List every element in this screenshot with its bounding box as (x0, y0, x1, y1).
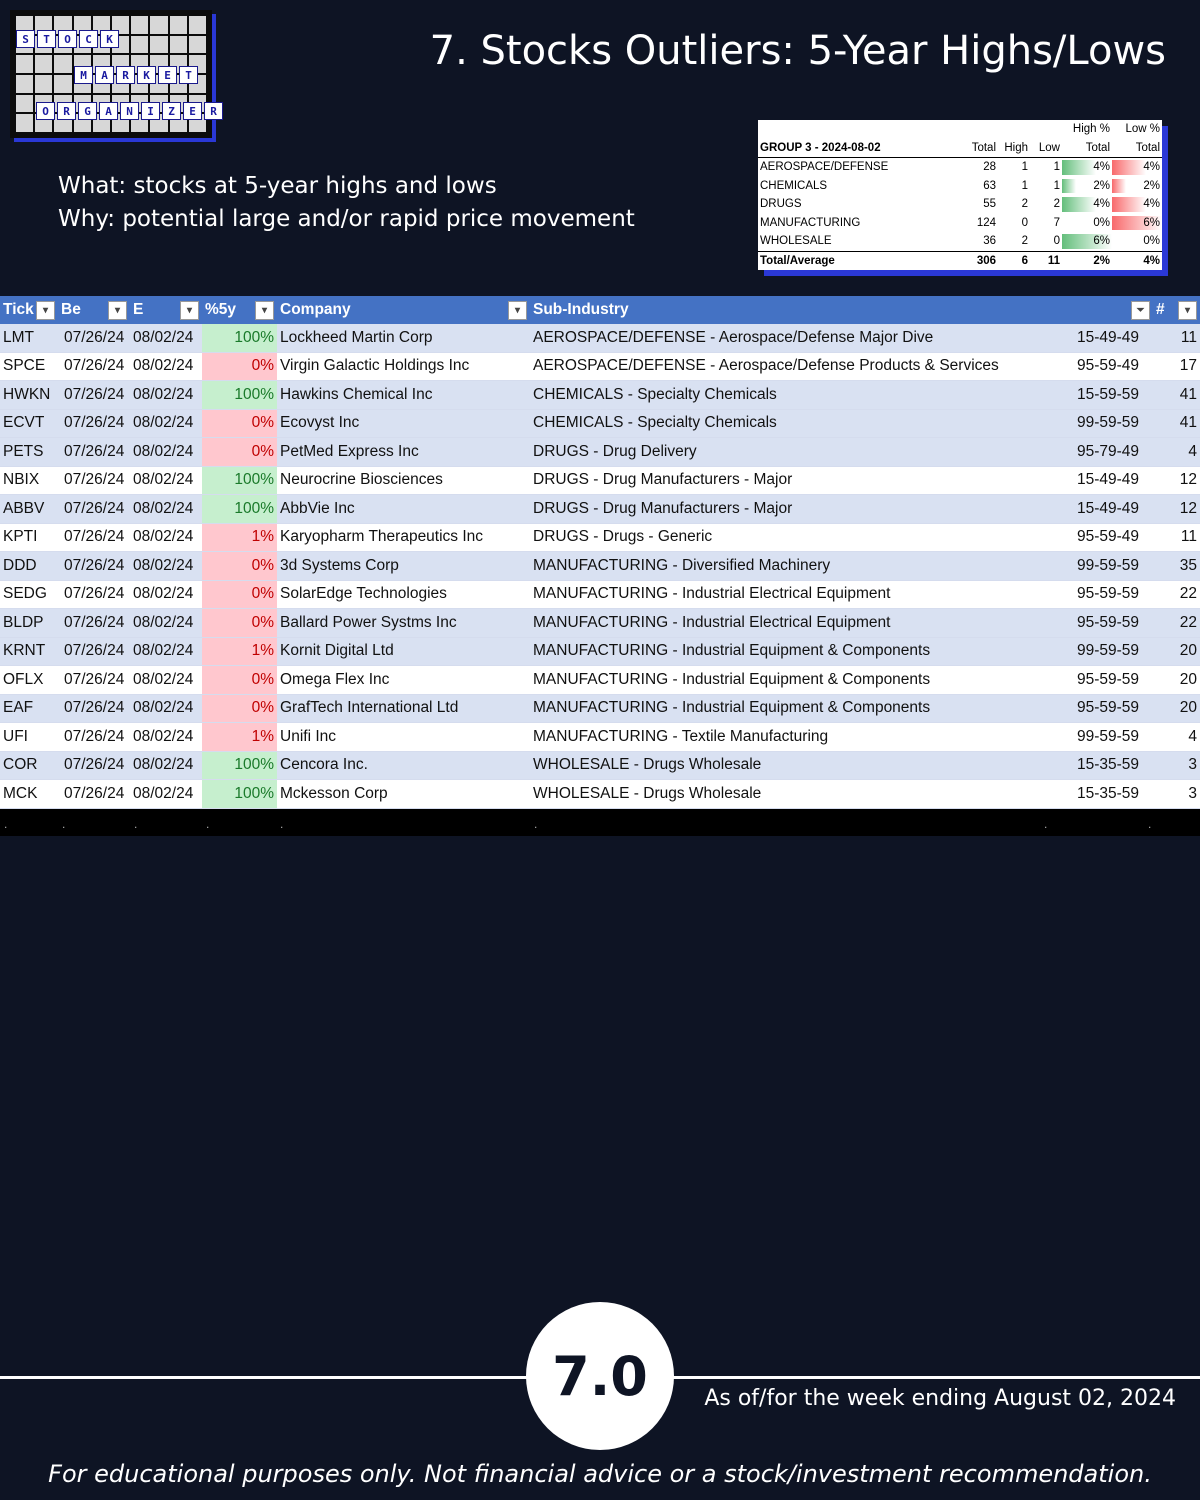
summary-col-low: Low (1038, 141, 1060, 154)
col-rating-header[interactable] (1065, 296, 1153, 324)
summary-high: 1 (1021, 161, 1028, 173)
cell-sub: MANUFACTURING - Industrial Equipment & Components (530, 666, 1065, 695)
summary-total: 36 (983, 235, 996, 247)
table-row[interactable] (0, 609, 1200, 638)
summary-total: 124 (976, 216, 996, 229)
summary-low-pct (1112, 177, 1162, 196)
logo-tile (54, 55, 71, 73)
high-pct-databar (1062, 179, 1076, 194)
logo-tile (189, 36, 206, 54)
low-pct-databar (1112, 179, 1126, 194)
as-of-date: As of/for the week ending August 02, 2024 (704, 1386, 1176, 1411)
summary-row (758, 158, 1162, 177)
cell-ticker: NBIX (0, 466, 58, 495)
summary-high-pct-value: 4% (1093, 198, 1110, 210)
logo-letter: R (116, 66, 135, 84)
cell-pct: 0% (202, 552, 277, 581)
summary-low-pct (1112, 214, 1162, 233)
cell-pct: 0% (202, 352, 277, 381)
summary-low-pct (1112, 158, 1162, 177)
cell-end: 08/02/24 (130, 324, 202, 352)
cell-sub: DRUGS - Drug Manufacturers - Major (530, 466, 1065, 495)
col-count-header[interactable] (1153, 296, 1200, 324)
summary-group-label: GROUP 3 - 2024-08-02 (760, 141, 881, 154)
cell-sub: DRUGS - Drug Delivery (530, 438, 1065, 467)
logo-tile (170, 16, 187, 34)
filter-icon[interactable]: ⏷ (1131, 301, 1150, 320)
high-pct-databar (1062, 160, 1096, 175)
cell-company: Omega Flex Inc (277, 666, 530, 695)
logo-letter: T (179, 66, 198, 84)
cell-end: 08/02/24 (130, 780, 202, 809)
summary-col-high: High (1004, 141, 1028, 154)
cell-begin: 07/26/24 (58, 466, 130, 495)
cell-count: 17 (1153, 352, 1200, 381)
summary-low: 7 (1053, 216, 1060, 229)
summary-low-pct-value: 4% (1143, 198, 1160, 210)
cell-ticker: KPTI (0, 523, 58, 552)
table-row[interactable] (0, 523, 1200, 552)
cell-begin: 07/26/24 (58, 723, 130, 752)
cell-company: AbbVie Inc (277, 495, 530, 524)
cell-ticker: SPCE (0, 352, 58, 381)
table-row[interactable] (0, 324, 1200, 352)
why-text: Why: potential large and/or rapid price movement (58, 206, 635, 232)
cell-company: Karyopharm Therapeutics Inc (277, 523, 530, 552)
cell-ticker: BLDP (0, 609, 58, 638)
cell-rating: 95-59-49 (1065, 352, 1153, 381)
cell-end: 08/02/24 (130, 552, 202, 581)
summary-low: 1 (1053, 179, 1060, 192)
cell-pct: 100% (202, 780, 277, 809)
logo-tile (189, 16, 206, 34)
table-row[interactable] (0, 751, 1200, 780)
cell-company: Lockheed Martin Corp (277, 324, 530, 352)
logo-letter: T (37, 30, 56, 48)
cell-pct: 0% (202, 580, 277, 609)
table-bottom-bar: . . . . . . . . (0, 809, 1200, 836)
col-end-header[interactable] (130, 296, 202, 324)
cell-begin: 07/26/24 (58, 409, 130, 438)
cell-begin: 07/26/24 (58, 666, 130, 695)
logo (10, 10, 217, 138)
cell-end: 08/02/24 (130, 580, 202, 609)
cell-end: 08/02/24 (130, 723, 202, 752)
summary-total-low: 11 (1030, 251, 1062, 270)
cell-sub: DRUGS - Drug Manufacturers - Major (530, 495, 1065, 524)
logo-tile (150, 16, 167, 34)
cell-end: 08/02/24 (130, 523, 202, 552)
summary-high-pct (1062, 158, 1112, 177)
summary-industry: WHOLESALE (760, 235, 832, 247)
col-sub-industry-label: Sub-Industry (533, 301, 629, 318)
cell-sub: MANUFACTURING - Diversified Machinery (530, 552, 1065, 581)
table-row[interactable] (0, 723, 1200, 752)
table-row[interactable] (0, 694, 1200, 723)
summary-col-low-pct-bottom: Total (1135, 141, 1160, 154)
cell-end: 08/02/24 (130, 609, 202, 638)
cell-company: Mckesson Corp (277, 780, 530, 809)
cell-sub: WHOLESALE - Drugs Wholesale (530, 780, 1065, 809)
page-title: 7. Stocks Outliers: 5-Year Highs/Lows (429, 28, 1166, 74)
cell-sub: MANUFACTURING - Industrial Equipment & Components (530, 694, 1065, 723)
logo-letter: K (100, 30, 119, 48)
cell-end: 08/02/24 (130, 438, 202, 467)
table-row[interactable] (0, 352, 1200, 381)
col-company-header[interactable] (277, 296, 530, 324)
summary-row (758, 214, 1162, 233)
cell-rating: 95-79-49 (1065, 438, 1153, 467)
cell-end: 08/02/24 (130, 352, 202, 381)
table-row[interactable] (0, 381, 1200, 410)
cell-count: 35 (1153, 552, 1200, 581)
cell-begin: 07/26/24 (58, 381, 130, 410)
summary-low-pct-value: 0% (1143, 235, 1160, 247)
cell-pct: 100% (202, 751, 277, 780)
cell-rating: 95-59-59 (1065, 580, 1153, 609)
cell-begin: 07/26/24 (58, 780, 130, 809)
cell-rating: 99-59-59 (1065, 409, 1153, 438)
summary-industry: CHEMICALS (760, 179, 828, 192)
cell-company: SolarEdge Technologies (277, 580, 530, 609)
cell-rating: 99-59-59 (1065, 723, 1153, 752)
summary-low-pct (1112, 232, 1162, 251)
cell-ticker: DDD (0, 552, 58, 581)
disclaimer: For educational purposes only. Not financial advice or a stock/investment recommendation. (48, 1460, 1152, 1488)
cell-begin: 07/26/24 (58, 751, 130, 780)
col-ticker-label: Tick (3, 301, 34, 318)
cell-sub: WHOLESALE - Drugs Wholesale (530, 751, 1065, 780)
summary-col-total: Total (971, 141, 996, 154)
summary-total: 28 (983, 161, 996, 173)
summary-total-high-pct: 2% (1062, 251, 1112, 270)
summary-industry: AEROSPACE/DEFENSE (760, 161, 889, 173)
cell-end: 08/02/24 (130, 637, 202, 666)
cell-sub: AEROSPACE/DEFENSE - Aerospace/Defense Products & Services (530, 352, 1065, 381)
cell-rating: 95-59-59 (1065, 666, 1153, 695)
cell-sub: MANUFACTURING - Textile Manufacturing (530, 723, 1065, 752)
summary-high-pct-value: 2% (1093, 179, 1110, 192)
cell-pct: 0% (202, 409, 277, 438)
col-pct-5y-label: %5y (205, 301, 237, 318)
cell-ticker: KRNT (0, 637, 58, 666)
summary-row (758, 232, 1162, 251)
stocks-table (0, 296, 1200, 836)
cell-begin: 07/26/24 (58, 523, 130, 552)
table-row[interactable] (0, 580, 1200, 609)
cell-company: Neurocrine Biosciences (277, 466, 530, 495)
summary-low-pct-value: 2% (1143, 179, 1160, 192)
table-row[interactable] (0, 438, 1200, 467)
summary-high: 2 (1021, 198, 1028, 210)
cell-pct: 100% (202, 495, 277, 524)
logo-tile (54, 75, 71, 93)
cell-sub: CHEMICALS - Specialty Chemicals (530, 409, 1065, 438)
col-company-label: Company (280, 301, 351, 318)
logo-letter: O (36, 102, 55, 120)
cell-count: 3 (1153, 751, 1200, 780)
cell-company: Virgin Galactic Holdings Inc (277, 352, 530, 381)
summary-total-high: 6 (998, 251, 1030, 270)
cell-pct: 0% (202, 666, 277, 695)
cell-count: 3 (1153, 780, 1200, 809)
table-row[interactable] (0, 552, 1200, 581)
cell-pct: 1% (202, 723, 277, 752)
logo-letter: S (16, 30, 35, 48)
cell-begin: 07/26/24 (58, 324, 130, 352)
dropdown-icon[interactable]: ▾ (1178, 301, 1197, 320)
logo-letter: K (137, 66, 156, 84)
logo-letter: A (99, 102, 118, 120)
summary-total: 55 (983, 198, 996, 210)
low-pct-databar (1112, 197, 1146, 212)
cell-begin: 07/26/24 (58, 609, 130, 638)
logo-letter: C (79, 30, 98, 48)
cell-end: 08/02/24 (130, 751, 202, 780)
logo-letter: G (78, 102, 97, 120)
summary-total-label: Total/Average (758, 251, 928, 270)
summary-col-high-pct-top: High % (1072, 123, 1110, 135)
summary-row (758, 177, 1162, 196)
cell-rating: 99-59-59 (1065, 552, 1153, 581)
cell-ticker: HWKN (0, 381, 58, 410)
cell-rating: 15-35-59 (1065, 780, 1153, 809)
summary-high-pct (1062, 214, 1112, 233)
dropdown-icon[interactable]: ▾ (255, 301, 274, 320)
cell-company: GrafTech International Ltd (277, 694, 530, 723)
cell-rating: 99-59-59 (1065, 637, 1153, 666)
logo-letter: I (141, 102, 160, 120)
summary-total-row (758, 251, 1162, 270)
summary-col-low-pct-top: Low % (1125, 123, 1160, 135)
cell-end: 08/02/24 (130, 666, 202, 695)
cell-rating: 15-49-49 (1065, 466, 1153, 495)
logo-tile (131, 36, 148, 54)
cell-end: 08/02/24 (130, 495, 202, 524)
cell-count: 20 (1153, 666, 1200, 695)
cell-ticker: OFLX (0, 666, 58, 695)
summary-low: 0 (1053, 235, 1060, 247)
dropdown-icon[interactable]: ▾ (508, 301, 527, 320)
cell-company: Ecovyst Inc (277, 409, 530, 438)
table-header-row (0, 296, 1200, 324)
cell-sub: DRUGS - Drugs - Generic (530, 523, 1065, 552)
summary-high-pct (1062, 195, 1112, 214)
cell-end: 08/02/24 (130, 694, 202, 723)
cell-count: 12 (1153, 495, 1200, 524)
cell-rating: 95-59-59 (1065, 609, 1153, 638)
cell-pct: 0% (202, 609, 277, 638)
col-end-label: E (133, 301, 144, 318)
cell-sub: CHEMICALS - Specialty Chemicals (530, 381, 1065, 410)
logo-tile (16, 75, 33, 93)
cell-rating: 15-35-59 (1065, 751, 1153, 780)
logo-letter: N (120, 102, 139, 120)
cell-count: 20 (1153, 637, 1200, 666)
cell-begin: 07/26/24 (58, 495, 130, 524)
cell-pct: 100% (202, 381, 277, 410)
low-pct-databar (1112, 160, 1146, 175)
summary-total: 63 (983, 179, 996, 192)
logo-word-market (74, 66, 198, 84)
cell-pct: 0% (202, 694, 277, 723)
logo-tile (131, 16, 148, 34)
summary-header-top (758, 120, 1162, 139)
logo-tile (150, 36, 167, 54)
cell-company: Hawkins Chemical Inc (277, 381, 530, 410)
logo-word-stock (16, 30, 119, 48)
logo-tile (35, 75, 52, 93)
cell-company: Cencora Inc. (277, 751, 530, 780)
cell-ticker: PETS (0, 438, 58, 467)
logo-word-organizer (36, 102, 223, 120)
cell-count: 11 (1153, 523, 1200, 552)
cell-count: 22 (1153, 609, 1200, 638)
cell-sub: AEROSPACE/DEFENSE - Aerospace/Defense Major Dive (530, 324, 1065, 352)
col-ticker-header[interactable] (0, 296, 58, 324)
cell-count: 11 (1153, 324, 1200, 352)
logo-tile (35, 55, 52, 73)
summary-high-pct (1062, 232, 1112, 251)
cell-ticker: MCK (0, 780, 58, 809)
cell-count: 22 (1153, 580, 1200, 609)
cell-end: 08/02/24 (130, 466, 202, 495)
summary-high: 2 (1021, 235, 1028, 247)
cell-company: Ballard Power Systms Inc (277, 609, 530, 638)
cell-sub: MANUFACTURING - Industrial Electrical Equipment (530, 609, 1065, 638)
cell-count: 41 (1153, 381, 1200, 410)
what-why (58, 170, 635, 236)
cell-count: 20 (1153, 694, 1200, 723)
cell-pct: 100% (202, 324, 277, 352)
logo-letter: R (57, 102, 76, 120)
cell-sub: MANUFACTURING - Industrial Equipment & Components (530, 637, 1065, 666)
summary-high-pct-value: 0% (1093, 216, 1110, 229)
col-sub-industry-header[interactable] (530, 296, 1065, 324)
cell-end: 08/02/24 (130, 381, 202, 410)
col-begin-label: Be (61, 301, 81, 318)
col-begin-header[interactable] (58, 296, 130, 324)
cell-begin: 07/26/24 (58, 552, 130, 581)
cell-begin: 07/26/24 (58, 438, 130, 467)
cell-begin: 07/26/24 (58, 694, 130, 723)
logo-tile (16, 114, 33, 132)
logo-tile (170, 36, 187, 54)
table-row[interactable] (0, 666, 1200, 695)
cell-rating: 95-59-49 (1065, 523, 1153, 552)
summary-high: 1 (1021, 179, 1028, 192)
cell-rating: 95-59-59 (1065, 694, 1153, 723)
logo-letter: R (204, 102, 223, 120)
table-row[interactable] (0, 409, 1200, 438)
cell-rating: 15-49-49 (1065, 495, 1153, 524)
summary-col-high-pct-bottom: Total (1085, 141, 1110, 154)
cell-ticker: ECVT (0, 409, 58, 438)
logo-letter: E (158, 66, 177, 84)
col-count-label: # (1156, 301, 1165, 318)
table-row[interactable] (0, 495, 1200, 524)
summary-industry: MANUFACTURING (760, 216, 861, 229)
logo-letter: A (95, 66, 114, 84)
cell-count: 41 (1153, 409, 1200, 438)
dropdown-icon[interactable]: ▾ (36, 301, 55, 320)
table-row[interactable] (0, 637, 1200, 666)
cell-sub: MANUFACTURING - Industrial Electrical Equipment (530, 580, 1065, 609)
summary-high-pct-value: 4% (1093, 161, 1110, 173)
logo-tile (16, 95, 33, 113)
cell-ticker: COR (0, 751, 58, 780)
cell-ticker: EAF (0, 694, 58, 723)
dropdown-icon[interactable]: ▾ (180, 301, 199, 320)
logo-letter: Z (162, 102, 181, 120)
summary-high-pct (1062, 177, 1112, 196)
summary-low-pct-value: 4% (1143, 161, 1160, 173)
cell-company: 3d Systems Corp (277, 552, 530, 581)
cell-end: 08/02/24 (130, 409, 202, 438)
cell-company: Unifi Inc (277, 723, 530, 752)
summary-row (758, 195, 1162, 214)
cell-company: PetMed Express Inc (277, 438, 530, 467)
cell-ticker: ABBV (0, 495, 58, 524)
cell-company: Kornit Digital Ltd (277, 637, 530, 666)
cell-rating: 15-59-59 (1065, 381, 1153, 410)
summary-total-low-pct: 4% (1112, 251, 1162, 270)
high-pct-databar (1062, 197, 1096, 212)
table-row[interactable] (0, 466, 1200, 495)
cell-pct: 0% (202, 438, 277, 467)
logo-letter: E (183, 102, 202, 120)
summary-total-total: 306 (928, 251, 998, 270)
cell-pct: 100% (202, 466, 277, 495)
summary-low: 1 (1053, 161, 1060, 173)
cell-begin: 07/26/24 (58, 637, 130, 666)
cell-ticker: SEDG (0, 580, 58, 609)
summary-low-pct-value: 6% (1143, 216, 1160, 229)
cell-count: 12 (1153, 466, 1200, 495)
logo-letter: O (58, 30, 77, 48)
table-row[interactable] (0, 780, 1200, 809)
summary-high-pct-value: 6% (1093, 235, 1110, 247)
cell-pct: 1% (202, 637, 277, 666)
summary-low: 2 (1053, 198, 1060, 210)
summary-high: 0 (1021, 216, 1028, 229)
cell-count: 4 (1153, 723, 1200, 752)
col-pct-5y-header[interactable] (202, 296, 277, 324)
group-summary-table (758, 120, 1162, 270)
summary-industry: DRUGS (760, 198, 802, 210)
cell-ticker: LMT (0, 324, 58, 352)
cell-begin: 07/26/24 (58, 580, 130, 609)
dropdown-icon[interactable]: ▾ (108, 301, 127, 320)
summary-low-pct (1112, 195, 1162, 214)
cell-begin: 07/26/24 (58, 352, 130, 381)
cell-pct: 1% (202, 523, 277, 552)
summary-header (758, 139, 1162, 158)
cell-count: 4 (1153, 438, 1200, 467)
cell-rating: 15-49-49 (1065, 324, 1153, 352)
logo-tile (16, 55, 33, 73)
what-text: What: stocks at 5-year highs and lows (58, 173, 497, 199)
cell-ticker: UFI (0, 723, 58, 752)
logo-letter: M (74, 66, 93, 84)
section-badge: 7.0 (526, 1302, 674, 1450)
